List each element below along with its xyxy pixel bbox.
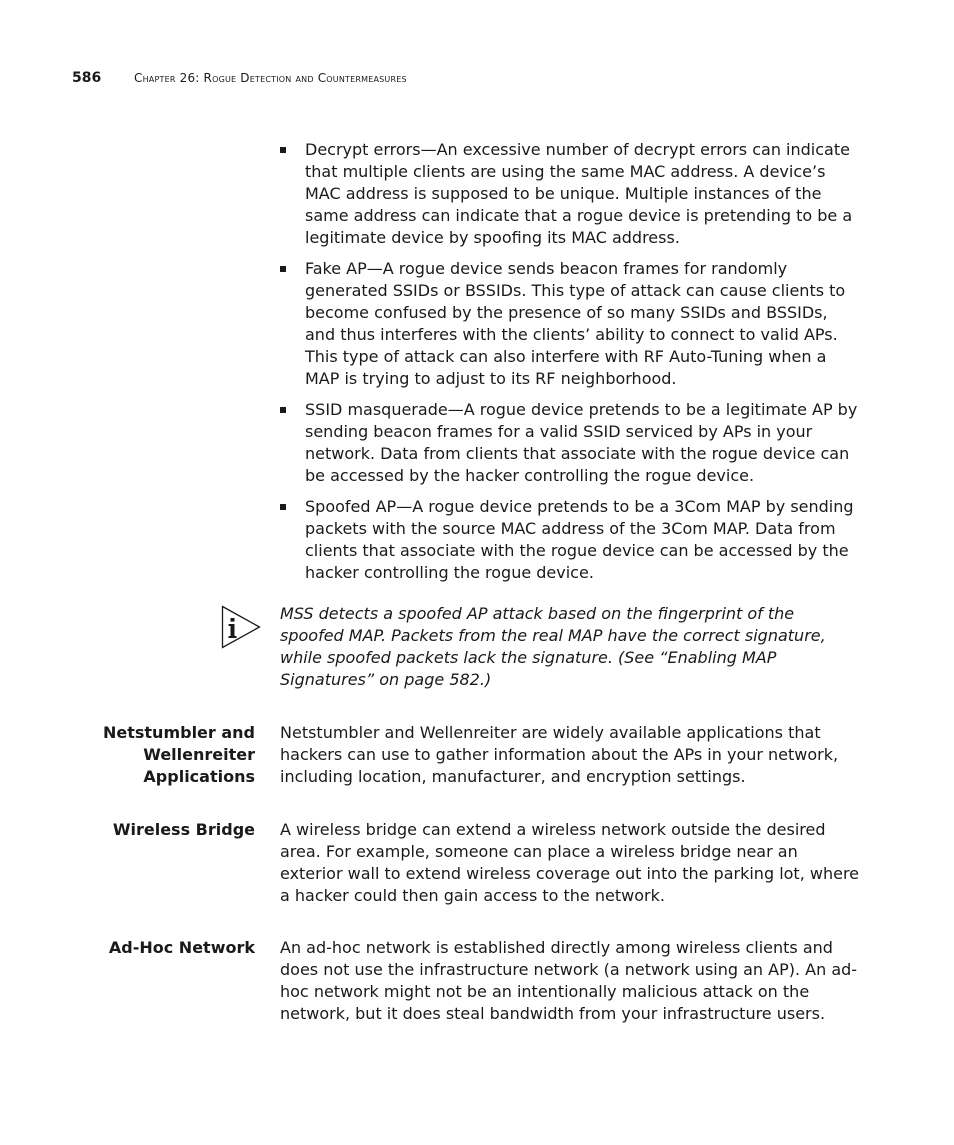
section-heading: Ad-Hoc Network [108, 938, 255, 957]
section-heading: Netstumbler and Wellenreiter Applications [102, 723, 255, 786]
page-header [72, 68, 407, 87]
list-item-text: SSID masquerade—A rogue device pretends to be a legitimate AP by sending beacon frames for a valid SSID serviced by APs in your network. Data from clients that associate with the rogue device can be accessed by the hacker controlling the rogue device. [305, 400, 858, 485]
bullet-square-icon [280, 147, 286, 153]
list-item [280, 496, 860, 584]
section-body: Netstumbler and Wellenreiter are widely available applications that hackers can use to gather information about the APs in your network, including location, manufacturer, and encryption settings. [280, 723, 839, 786]
list-item-text: Spoofed AP—A rogue device pretends to be a 3Com MAP by sending packets with the source MAC address of the 3Com MAP. Data from clients that associate with the rogue device can be accessed by the hacker controlling the rogue device. [305, 497, 854, 582]
bullet-square-icon [280, 504, 286, 510]
bullet-list [280, 139, 860, 593]
page-number: 586 [72, 70, 102, 86]
info-icon [221, 605, 261, 649]
section-body: A wireless bridge can extend a wireless network outside the desired area. For example, someone can place a wireless bridge near an exterior wall to extend wireless coverage out into the parking lot, where a hacker could then gain access to the network. [280, 820, 860, 905]
list-item [280, 139, 860, 249]
section-heading: Wireless Bridge [112, 820, 255, 839]
list-item [280, 258, 860, 390]
list-item-text: Fake AP—A rogue device sends beacon frames for randomly generated SSIDs or BSSIDs. This type of attack can cause clients to become confused by the presence of so many SSIDs and BSSIDs, and thus interferes with the clients’ ability to connect to valid APs. This type of attack can also interfere with RF Auto-Tuning when a MAP is trying to adjust to its RF neighborhood. [305, 259, 846, 388]
chapter-title: Chapter 26: Rogue Detection and Countermeasures [134, 71, 407, 85]
bullet-square-icon [280, 407, 286, 413]
note-text: MSS detects a spoofed AP attack based on the fingerprint of the spoofed MAP. Packets from the real MAP have the correct signature, while spoofed packets lack the signature. (See “Enabling MAP Signatures” on page 582.) [280, 604, 826, 689]
list-item-text: Decrypt errors—An excessive number of decrypt errors can indicate that multiple clients are using the same MAC address. A device’s MAC address is supposed to be unique. Multiple instances of the same address can indicate that a rogue device is pretending to be a legitimate device by spoofing its MAC address. [305, 140, 853, 247]
list-item [280, 399, 860, 487]
bullet-square-icon [280, 266, 286, 272]
section-body: An ad-hoc network is established directly among wireless clients and does not use the infrastructure network (a network using an AP). An ad-hoc network might not be an intentionally malicious attack on the network, but it does steal bandwidth from your infrastructure users. [280, 938, 858, 1023]
